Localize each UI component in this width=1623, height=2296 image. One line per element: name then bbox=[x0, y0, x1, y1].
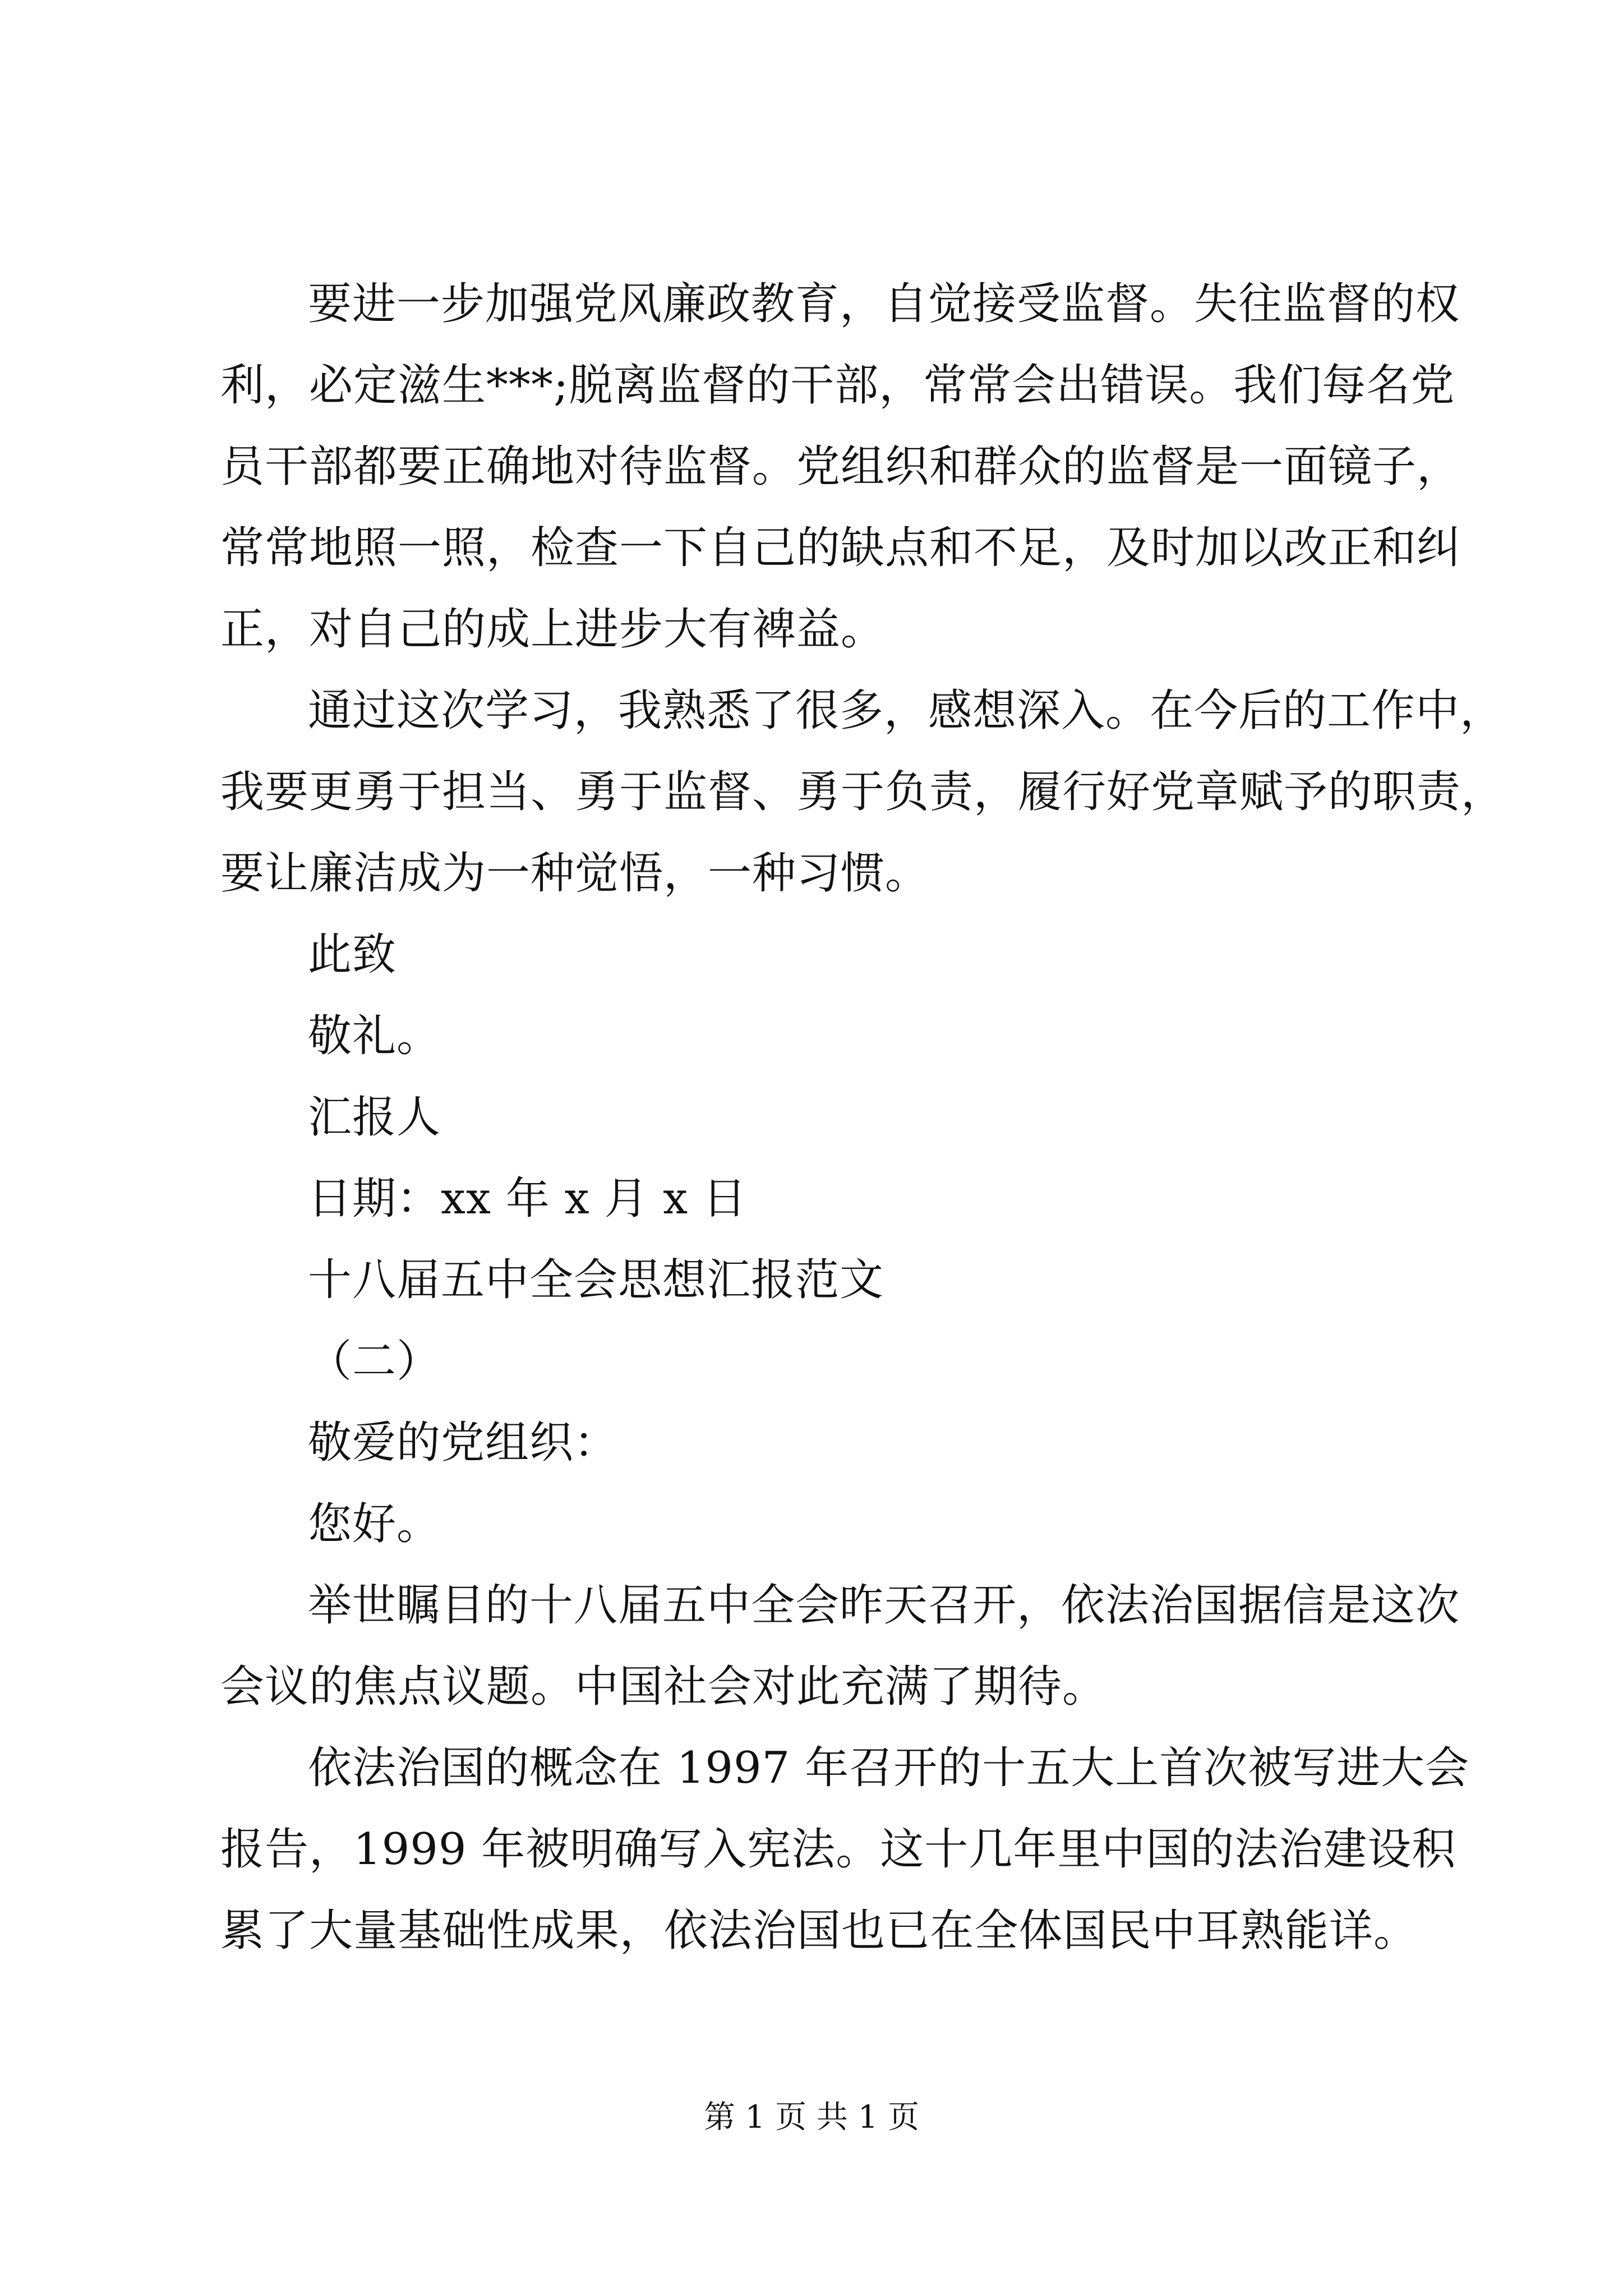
section-number: （二） bbox=[308, 1336, 441, 1387]
paragraph-line: 通过这次学习，我熟悉了很多，感想深入。在今后的工作中， bbox=[308, 685, 1505, 736]
paragraph-line: 累了大量基础性成果，依法治国也已在全体国民中耳熟能详。 bbox=[220, 1906, 1418, 1956]
paragraph-line: 员干部都要正确地对待监督。党组织和群众的监督是一面镜子， bbox=[220, 441, 1461, 492]
document-body bbox=[220, 264, 1506, 1972]
paragraph-line: 会议的焦点议题。中国社会对此充满了期待。 bbox=[220, 1662, 1107, 1712]
date-line: 日期：xx 年 x 月 x 日 bbox=[308, 1174, 747, 1224]
salute-line: 敬礼。 bbox=[308, 1011, 441, 1061]
reporter-line: 汇报人 bbox=[308, 1092, 441, 1143]
paragraph-line: 依法治国的概念在 1997 年召开的十五大上首次被写进大会 bbox=[308, 1743, 1470, 1793]
greeting-line: 敬爱的党组织： bbox=[308, 1418, 619, 1468]
page-footer: 第 1 页 共 1 页 bbox=[703, 2099, 920, 2136]
paragraph-plenum bbox=[220, 1565, 1460, 1728]
section-title: 十八届五中全会思想汇报范文 bbox=[308, 1255, 884, 1305]
paragraph-line: 正，对自己的成上进步大有裨益。 bbox=[220, 604, 886, 655]
closing-line: 此致 bbox=[308, 930, 397, 980]
paragraph-line: 我要更勇于担当、勇于监督、勇于负责，履行好党章赋予的职责， bbox=[220, 767, 1506, 817]
paragraph-line: 要让廉洁成为一种觉悟，一种习惯。 bbox=[220, 848, 930, 899]
paragraph-line: 报告，1999 年被明确写入宪法。这十几年里中国的法治建设积 bbox=[220, 1824, 1456, 1875]
paragraph-line: 常常地照一照，检查一下自己的缺点和不足，及时加以改正和纠 bbox=[220, 523, 1461, 573]
paragraph-study bbox=[220, 670, 1506, 914]
paragraph-line: 举世瞩目的十八届五中全会昨天召开，依法治国据信是这次 bbox=[308, 1580, 1460, 1631]
hello-line: 您好。 bbox=[308, 1499, 441, 1549]
paragraph-discipline bbox=[220, 264, 1461, 670]
paragraph-rule-of-law bbox=[220, 1728, 1470, 1972]
paragraph-line: 要进一步加强党风廉政教育，自觉接受监督。失往监督的权 bbox=[308, 279, 1460, 329]
paragraph-line: 利，必定滋生***;脱离监督的干部，常常会出错误。我们每名党 bbox=[220, 360, 1455, 411]
